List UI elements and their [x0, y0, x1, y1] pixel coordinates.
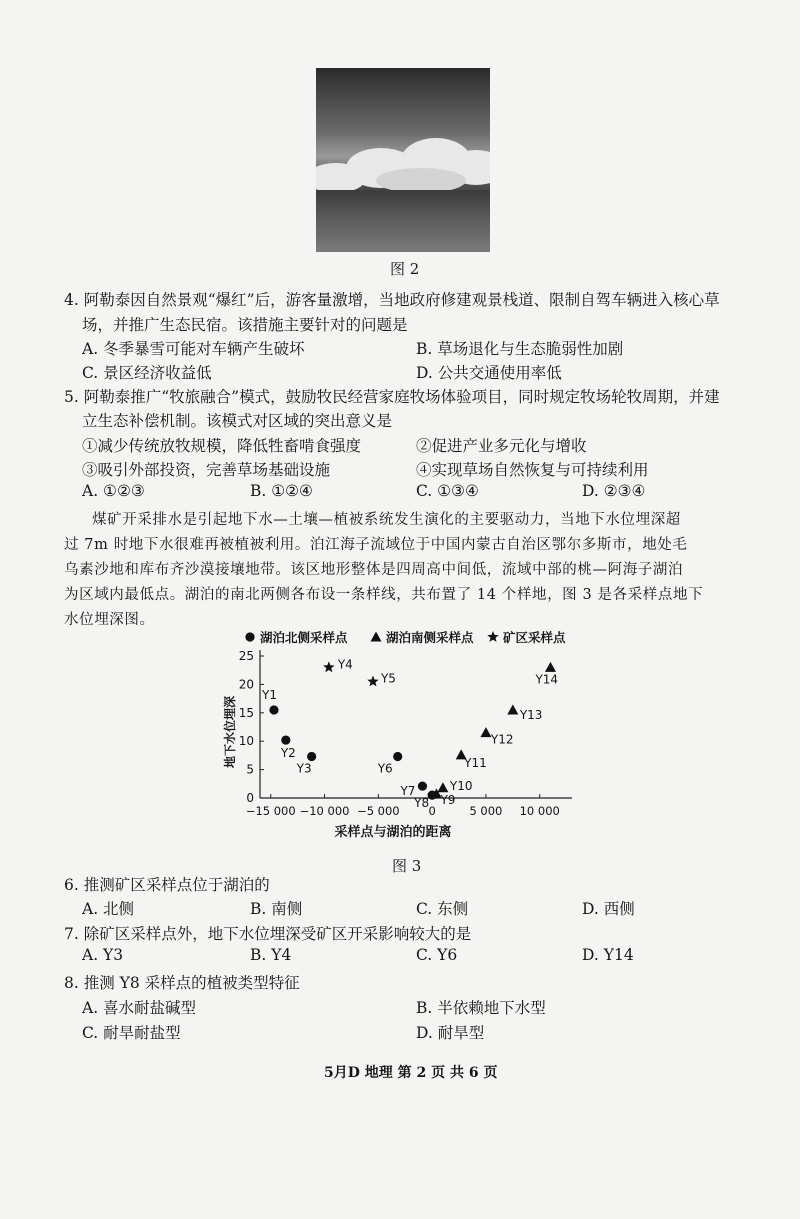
q6-option-a: A. 北侧 — [82, 900, 135, 918]
chart-legend — [245, 630, 566, 645]
q5-stem-line1: 5. 阿勒泰推广“牧旅融合”模式，鼓励牧民经营家庭牧场体验项目，同时规定牧场轮牧周期，并建 — [64, 388, 720, 406]
point-y7 — [418, 781, 427, 790]
legend-label-circle: 湖泊北侧采样点 — [260, 630, 348, 645]
page-footer: 5月D 地理 第 2 页 共 6 页 — [324, 1065, 498, 1081]
q5-option-b: B. ①②④ — [250, 482, 313, 500]
y-tick-label: 25 — [238, 649, 254, 663]
point-y5 — [367, 676, 378, 687]
passage-line-1: 煤矿开采排水是引起地下水—土壤—植被系统发生演化的主要驱动力，当地下水位埋深超 — [92, 512, 681, 528]
q5-option-d: D. ②③④ — [582, 482, 646, 500]
chart-xlabel: 采样点与湖泊的距离 — [334, 825, 452, 840]
q8-option-b: B. 半依赖地下水型 — [416, 999, 546, 1017]
landscape-photo — [316, 68, 490, 252]
point-y2 — [281, 735, 290, 744]
q8-option-d: D. 耐旱型 — [416, 1024, 485, 1042]
q5-option-c: C. ①③④ — [416, 482, 479, 500]
q4-stem-line1: 4. 阿勒泰因自然景观“爆红”后，游客量激增，当地政府修建观景栈道、限制自驾车辆进入核心草 — [64, 291, 720, 309]
q5-stem-line2: 立生态补偿机制。该模式对区域的突出意义是 — [82, 412, 393, 430]
q4-option-a: A. 冬季暴雪可能对车辆产生破坏 — [82, 340, 305, 358]
point-label-y8: Y8 — [414, 796, 430, 811]
q5-statement-4: ④实现草场自然恢复与可持续利用 — [416, 461, 649, 479]
point-y13 — [507, 704, 518, 714]
x-tick-label: −10 000 — [299, 804, 350, 818]
q5-statement-2: ②促进产业多元化与增收 — [416, 437, 587, 455]
q4-option-c: C. 景区经济收益低 — [82, 364, 212, 382]
point-label-y4: Y4 — [337, 657, 353, 672]
point-label-y13: Y13 — [519, 707, 543, 722]
figure3-caption: 图 3 — [392, 857, 422, 875]
point-label-y2: Y2 — [280, 746, 296, 761]
x-tick-label: 10 000 — [519, 804, 560, 818]
x-tick-label: −5 000 — [357, 804, 400, 818]
groundwater-depth-chart — [210, 626, 590, 848]
point-label-y7: Y7 — [400, 784, 416, 799]
y-tick-label: 20 — [238, 677, 254, 692]
figure2-caption: 图 2 — [390, 260, 420, 278]
point-y6 — [393, 752, 402, 761]
q4-stem-line2: 场，并推广生态民宿。该措施主要针对的问题是 — [82, 316, 408, 334]
point-label-y14: Y14 — [535, 672, 559, 687]
q6-stem: 6. 推测矿区采样点位于湖泊的 — [64, 876, 270, 894]
q5-statement-3: ③吸引外部投资，完善草场基础设施 — [82, 461, 331, 479]
q7-stem: 7. 除矿区采样点外，地下水位埋深受矿区开采影响较大的是 — [64, 925, 472, 943]
x-tick-label: 0 — [428, 804, 436, 818]
point-label-y6: Y6 — [377, 761, 393, 776]
q7-option-b: B. Y4 — [250, 946, 292, 964]
point-label-y10: Y10 — [449, 778, 473, 793]
q5-option-a: A. ①②③ — [82, 482, 145, 500]
q8-option-c: C. 耐旱耐盐型 — [82, 1024, 181, 1042]
y-tick-label: 0 — [246, 791, 254, 805]
x-tick-label: −15 000 — [245, 804, 296, 818]
point-label-y1: Y1 — [261, 687, 277, 702]
q6-option-b: B. 南侧 — [250, 900, 303, 918]
point-y3 — [307, 752, 316, 761]
point-y12 — [480, 727, 491, 737]
q5-statement-1: ①减少传统放牧规模，降低牲畜啃食强度 — [82, 437, 362, 455]
point-y10 — [437, 782, 448, 792]
q7-option-a: A. Y3 — [82, 946, 124, 964]
q8-option-a: A. 喜水耐盐碱型 — [82, 999, 197, 1017]
passage-line-3: 乌素沙地和库布齐沙漠接壤地带。该区地形整体是四周高中间低，流域中部的桃—阿海子湖泊 — [64, 562, 684, 578]
q6-option-c: C. 东侧 — [416, 900, 469, 918]
chart-marks — [261, 657, 558, 810]
y-tick-label: 10 — [238, 734, 254, 749]
point-label-y9: Y9 — [440, 793, 456, 808]
point-label-y12: Y12 — [490, 732, 514, 747]
point-label-y11: Y11 — [464, 755, 487, 770]
legend-marker-star — [487, 631, 498, 642]
q4-option-d: D. 公共交通使用率低 — [416, 364, 562, 382]
y-tick-label: 15 — [238, 705, 254, 720]
y-tick-label: 5 — [246, 762, 254, 777]
point-y4 — [323, 661, 334, 672]
passage-line-4: 为区域内最低点。湖泊的南北两侧各布设一条样线，共布置了 14 个样地，图 3 是各采样点地下 — [64, 587, 704, 603]
point-label-y5: Y5 — [380, 671, 396, 686]
q8-stem: 8. 推测 Y8 采样点的植被类型特征 — [64, 974, 300, 992]
passage-line-2: 过 7m 时地下水很难再被植被利用。泊江海子流域位于中国内蒙古自治区鄂尔多斯市，地处毛 — [64, 537, 688, 553]
point-y14 — [545, 662, 556, 672]
q6-option-d: D. 西侧 — [582, 900, 635, 918]
legend-marker-triangle — [371, 632, 382, 642]
point-label-y3: Y3 — [296, 761, 312, 776]
legend-label-star: 矿区采样点 — [503, 630, 566, 645]
q4-option-b: B. 草场退化与生态脆弱性加剧 — [416, 340, 624, 358]
q7-option-d: D. Y14 — [582, 946, 634, 964]
legend-marker-circle — [245, 632, 254, 641]
legend-label-triangle: 湖泊南侧采样点 — [386, 630, 474, 645]
x-tick-label: 5 000 — [469, 804, 503, 818]
point-y1 — [269, 705, 278, 714]
chart-ylabel: 地下水位埋深 — [223, 695, 237, 769]
q7-option-c: C. Y6 — [416, 946, 458, 964]
passage-line-5: 水位埋深图。 — [64, 612, 155, 628]
